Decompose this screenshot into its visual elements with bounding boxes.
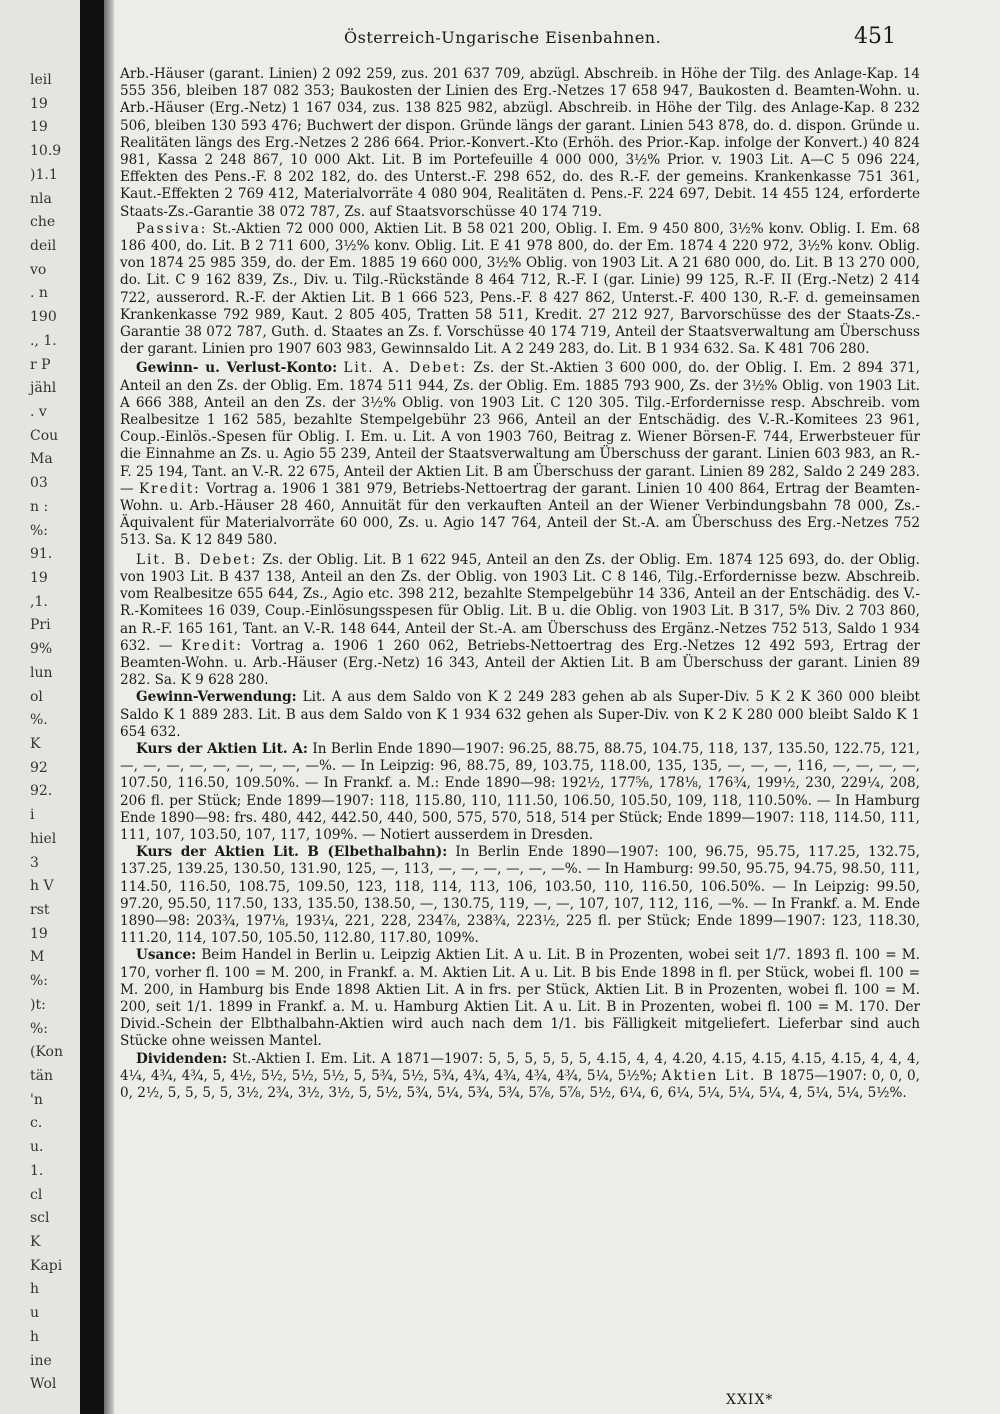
adjacent-page-fragment: n : [30,499,49,515]
paragraph-aktiva [120,66,920,221]
paragraph-gewinn-verwendung [120,689,920,741]
dividenden-label: Dividenden: [136,1050,228,1067]
adjacent-page-fragment: scl [30,1210,50,1226]
adjacent-page-fragment: ol [30,689,43,705]
kurs-lit-a-label: Kurs der Aktien Lit. A: [136,740,308,757]
lit-b-debet-text: Zs. der Oblig. Lit. B 1 622 945, Anteil an den Zs. der Oblig. Em. 1874 125 693, do. der Oblig. von 1903 Lit. B 437 138, Anteil an den Zs. der Oblig. von 1903 Lit. C 8 146, Tilg.-Erfordernisse bezw. Abschreib. vom Realbesitze 655 644, Zs., Agio etc. 398 212, bezahlte Stempelgebühr 14 336, Anteil an der Entschädig. des V.-R.-Komitees 16 039, Coup.-Einlösungsspesen für Oblig. Lit. B u. die Oblig. von 1903 Lit. B 317, 5% Div. 2 703 860, an R.-F. 165 161, Tant. an V.-R. 148 644, Anteil der St.-A. am Überschuss des Ergänz.-Netzes 752 513, Saldo 1 934 632. — [120,551,920,654]
adjacent-page-fragment: 1. [30,1163,44,1179]
adjacent-page-fragment: i [30,807,35,823]
page-body [120,66,920,1102]
paragraph-dividenden [120,1051,920,1103]
paragraph-kurs-lit-b [120,844,920,947]
passiva-label: Passiva: [136,220,208,237]
paragraph-kurs-lit-a [120,741,920,844]
adjacent-page-fragment: r P [30,357,51,373]
adjacent-page-fragment: ., 1. [30,333,57,349]
adjacent-page-fragment: h [30,1281,40,1297]
kurs-lit-b-label: Kurs der Aktien Lit. B (Elbethalbahn): [136,844,448,861]
adjacent-page-fragment: vo [30,262,47,278]
adjacent-page-fragment: 19 [30,926,48,942]
book-page [114,0,1000,1414]
page-header [114,24,914,54]
lit-b-kredit-text: Vortrag a. 1906 1 260 062, Betriebs-Nettoertrag des Erg.-Netzes 12 492 593, Ertrag der Beamten-Wohn. u. Arb.-Häuser (Erg.-Netz) 16 343, Anteil der Aktien Lit. B am Überschuss der garant. Linien 89 282. Sa. K 9 628 280. [120,637,920,689]
adjacent-page-fragment: K [30,736,41,752]
dividenden-lit-a-text: St.-Aktien I. Em. Lit. A 1871—1907: 5, 5, 5, 5, 5, 5, 4.15, 4, 4, 4.20, 4.15, 4.15, 4.15, 4.15, 4, 4, 4, 4¼, 4¾, 4¾, 5, 4½, 5½, 5½, 5½, 5, 5¾, 5½, 5¾, 4¾, 4¾, 4¾, 4¾, 5¼, 5½%; [120,1050,921,1084]
adjacent-page-fragment: c. [30,1115,43,1131]
paragraph-passiva [120,221,920,359]
adjacent-page-fragment: che [30,214,56,230]
passiva-text: St.-Aktien 72 000 000, Aktien Lit. B 58 021 200, Oblig. I. Em. 9 450 800, 3½% konv. Oblig. I. Em. 68 186 400, do. Lit. B 2 711 600, 3½% konv. Oblig. Lit. E 41 978 800, do. der Em. 1874 4 220 972, 3½% konv. Oblig. von 1874 25 985 359, do. der Em. 1885 19 660 000, 3½% Oblig. von 1903 Lit. A 21 680 000, do. Lit. B 13 270 000, do. Lit. C 9 162 839, Zs., Div. u. Tilg.-Rückstände 8 464 712, R.-F. I (gar. Linie) 99 125, R.-F. II (Erg.-Netz) 2 414 722, ausserord. R.-F. der Aktien Lit. B 1 666 523, Pens.-F. 8 427 862, Unterst.-F. 400 130, R.-F. d. gemeinsamen Krankenkasse 792 989, Kaut. 2 805 405, Tratten 58 511, Kredit. 27 212 927, Barvorschüsse des der Staats-Zs.-Garantie 38 072 787, Guth. d. Staates an Zs. f. Vorschüsse 40 174 719, Anteil der Staatsverwaltung am Überschuss der garant. Linien pro 1907 603 983, Gewinnsaldo Lit. A 2 249 283, do. Lit. B 1 934 632. Sa. K 481 706 280. [120,220,920,358]
adjacent-page-fragment: 19 [30,570,48,586]
adjacent-page-fragment: 3 [30,855,39,871]
gewinn-verwendung-label: Gewinn-Verwendung: [136,689,297,706]
adjacent-page-fragment: %: [30,523,49,539]
usance-label: Usance: [136,947,197,964]
adjacent-page-fragment: . n [30,285,48,301]
lit-b-debet-label: Lit. B. Debet: [136,551,258,568]
adjacent-page-fragment: Ma [30,451,53,467]
adjacent-page-fragment: leil [30,72,52,88]
adjacent-page-fragment: M [30,949,45,965]
adjacent-page-fragment: h V [30,878,54,894]
adjacent-page-fragment: )1.1 [30,167,58,183]
adjacent-page-fragment: . v [30,404,47,420]
adjacent-page-fragment: u. [30,1139,44,1155]
adjacent-page-fragment: hiel [30,831,57,847]
adjacent-page-fragment: cl [30,1187,43,1203]
adjacent-page-fragment: Cou [30,428,59,444]
paragraph-usance [120,947,920,1050]
adjacent-page-fragment: Pri [30,617,51,633]
lit-a-debet-label: Lit. A. Debet: [343,360,468,377]
aktiva-text: Arb.-Häuser (garant. Linien) 2 092 259, zus. 201 637 709, abzügl. Abschreib. in Höhe der Tilg. des Anlage-Kap. 14 555 356, bleiben 187 082 353; Baukosten der Linien des Erg.-Netzes 17 658 947, Baukosten d. Beamten-Wohn. u. Arb.-Häuser (Erg.-Netz) 1 167 034, zus. 138 825 982, abzügl. Abschreib. in Höhe der Tilg. des Anlage-Kap. 8 232 506, bleiben 130 593 476; Buchwert der dispon. Gründe längs der garant. Linien 543 878, do. d. dispon. Gründe u. Realitäten längs des Erg.-Netzes 2 286 664. Prior.-Konvert.-Kto (Erhöh. des Prior.-Kap. infolge der Konvert.) 40 824 981, Kassa 2 248 867, 10 000 Akt. Lit. B im Portefeuille 4 000 000, 3½% Prior. v. 1903 Lit. A—C 5 096 224, Effekten des Pens.-F. 8 202 182, do. des Unterst.-F. 298 652, do. des R.-F. der gemeins. Krankenkasse 751 361, Kaut.-Effekten 2 769 412, Materialvorräte 4 080 904, Realitäten d. Pens.-F. 224 697, Debit. 14 455 124, erforderte Staats-Zs.-Garantie 38 072 787, Zs. auf Staatsvorschüsse 40 174 719. [120,66,920,220]
adjacent-page-fragment: 91. [30,546,53,562]
adjacent-page-fragment: 03 [30,475,48,491]
lit-a-kredit-text: Vortrag a. 1906 1 381 979, Betriebs-Nettoertrag der garant. Linien 10 400 864, Ertrag der Beamten-Wohn. u. Arb.-Häuser 28 460, Annuität für den verkauften Anteil an der Wiener Verbindungsbahn 78 000, Zs.-Äquivalent für Materialvorräte 60 000, Zs. u. Agio 147 764, Anteil der St.-A. am Überschuss des Erg.-Netzes 752 513. Sa. K 12 849 580. [120,480,920,549]
adjacent-page-fragment: h [30,1329,40,1345]
adjacent-page-fragment: 9% [30,641,53,657]
adjacent-page-fragment: nla [30,191,52,207]
adjacent-page-fragment: deil [30,238,57,254]
adjacent-page-fragment: 19 [30,96,48,112]
dividenden-lit-b-label: Aktien Lit. B [661,1067,775,1084]
adjacent-page-fragment: (Kon [30,1044,63,1060]
lit-b-kredit-label: Kredit: [181,637,243,654]
gewinn-verlust-label: Gewinn- u. Verlust-Konto: [136,360,338,377]
adjacent-page-fragment: 'n [30,1092,43,1108]
adjacent-page-fragment: ine [30,1353,52,1369]
adjacent-page-fragment: 190 [30,309,57,325]
adjacent-page-fragment: 10.9 [30,143,62,159]
book-gutter [80,0,104,1414]
running-title: Österreich-Ungarische Eisenbahnen. [344,28,662,47]
page-number: 451 [854,24,896,49]
adjacent-page-fragment: 19 [30,119,48,135]
kurs-lit-a-text: In Berlin Ende 1890—1907: 96.25, 88.75, 88.75, 104.75, 118, 137, 135.50, 122.75, 121, —, —, —, —, —, —, —, —, —%. — In Leipzig: 96, 88.75, 89, 103.75, 118.00, 135, 135, —, —, —, 116, —, —, —, —, 107.50, 116.50, 109.50%. — In Frankf. a. M.: Ende 1890—98: 192½, 177⅝, 178⅛, 176¾, 199½, 230, 229¼, 208, 206 fl. per Stück; Ende 1899—1907: 118, 115.80, 110, 111.50, 106.50, 105.50, 109, 118, 110.50%. — In Hamburg Ende 1890—98: frs. 480, 442, 442.50, 440, 500, 575, 570, 518, 514 per Stück; Ende 1899—1907: 118, 114.50, 111, 111, 107, 103.50, 107, 117, 109%. — Notiert ausserdem in Dresden. [120,740,921,843]
kurs-lit-b-text: In Berlin Ende 1890—1907: 100, 96.75, 95.75, 117.25, 132.75, 137.25, 139.25, 130.50, 131.90, 125, —, 113, —, —, —, —, —, —%. — In Hamburg: 99.50, 95.75, 94.75, 98.50, 111, 114.50, 116.50, 108.75, 109.50, 123, 118, 114, 113, 106, 103.50, 110, 116.50, 106.50%. — In Leipzig: 99.50, 97.20, 95.50, 117.50, 133, 135.50, 138.50, —, 130.75, 119, —, —, 107, 107, 112, 116, —%. — In Frankf. a. M. Ende 1890—98: 203¾, 197⅛, 193¼, 221, 228, 234⅞, 238¾, 223½, 225 fl. per Stück; Ende 1899—1907: 123, 118.30, 111.20, 114, 107.50, 105.50, 112.80, 117.80, 109%. [120,844,920,947]
usance-text: Beim Handel in Berlin u. Leipzig Aktien Lit. A u. Lit. B in Prozenten, wobei seit 1/7. 1893 fl. 100 = M. 170, vorher fl. 100 = M. 200, in Frankf. a. M. Aktien Lit. A u. Lit. B bis Ende 1898 in fl. per Stück, wobei fl. 100 = M. 200, in Hamburg bis Ende 1898 Aktien Lit. A in frs. per Stück, Aktien Lit. B in Prozenten, wobei fl. 100 = M. 200, seit 1/1. 1899 in Frankf. a. M. u. Hamburg Aktien Lit. A u. Lit. B in Prozenten, wobei fl. 100 = M. 170. Der Divid.-Schein der Elbthalbahn-Aktien wird auch nach dem 1/1. bis Fälligkeit mitgeliefert. Lieferbar sind auch Stücke ohne weissen Mantel. [120,947,920,1050]
lit-a-kredit-label: Kredit: [138,480,201,497]
adjacent-page-strip [0,0,80,1414]
adjacent-page-fragment: )t: [30,997,46,1013]
adjacent-page-fragment: lun [30,665,53,681]
adjacent-page-fragment: u [30,1305,40,1321]
paragraph-lit-b [120,552,920,690]
adjacent-page-fragment: tän [30,1068,53,1084]
lit-a-debet-text: Zs. der St.-Aktien 3 600 000, do. der Oblig. I. Em. 2 894 371, Anteil an den Zs. der Oblig. Em. 1874 511 944, Zs. der Oblig. Em. 1885 793 900, Zs. der 3½% Oblig. von 1903 Lit. A 666 388, Anteil an den Zs. der 3½% Oblig. von 1903 Lit. C 120 305. Tilg.-Erfordernisse resp. Abschreib. vom Realbesitze 1 162 585, bezahlte Stempelgebühr 23 966, Anteil an der Entschädig. des V.-R.-Komitees 23 961, Coup.-Einlös.-Spesen für Oblig. I. Em. u. Lit. A von 1903 760, Beitrag z. Wiener Börsen-F. 744, Erwerbsteuer für die Einnahme an Zs. u. Agio 55 239, Anteil der Staatsverwaltung am Überschuss der garant. Linien 603 983, an R.-F. 25 194, Tant. an V.-R. 22 675, Anteil der Aktien Lit. B am Überschuss der garant. Linien 89 282, Saldo 2 249 283. — [120,360,921,497]
adjacent-page-fragment: rst [30,902,50,918]
gewinn-verwendung-text: Lit. A aus dem Saldo von K 2 249 283 gehen ab als Super-Div. 5 K 2 K 360 000 bleibt Saldo K 1 889 283. Lit. B aus dem Saldo von K 1 934 632 gehen als Super-Div. von K 2 K 280 000 bleibt Saldo K 1 654 632. [120,689,920,740]
adjacent-page-fragment: Wol [30,1376,57,1392]
signature-mark: XXIX* [726,1392,774,1408]
adjacent-page-fragment: %: [30,973,49,989]
adjacent-page-fragment: 92 [30,760,48,776]
adjacent-page-fragment: K [30,1234,41,1250]
adjacent-page-fragment: %: [30,1021,49,1037]
adjacent-page-fragment: jähl [30,380,57,396]
gutter-shadow [104,0,114,1414]
adjacent-page-fragment: Kapi [30,1258,63,1274]
adjacent-page-fragment: 92. [30,783,53,799]
dividenden-lit-b-text: 1875—1907: 0, 0, 0, 0, 2½, 5, 5, 5, 5, 3½, 2¾, 3½, 3½, 5, 5½, 5¾, 5¼, 5¾, 5¾, 5⅞, 5⅞, 5½, 6¼, 6, 6¼, 5¼, 5¼, 5¼, 4, 5¼, 5¼, 5½%. [120,1067,920,1101]
adjacent-page-fragment: %. [30,712,48,728]
adjacent-page-fragment: ,1. [30,594,48,610]
paragraph-gewinn-verlust [120,360,920,549]
